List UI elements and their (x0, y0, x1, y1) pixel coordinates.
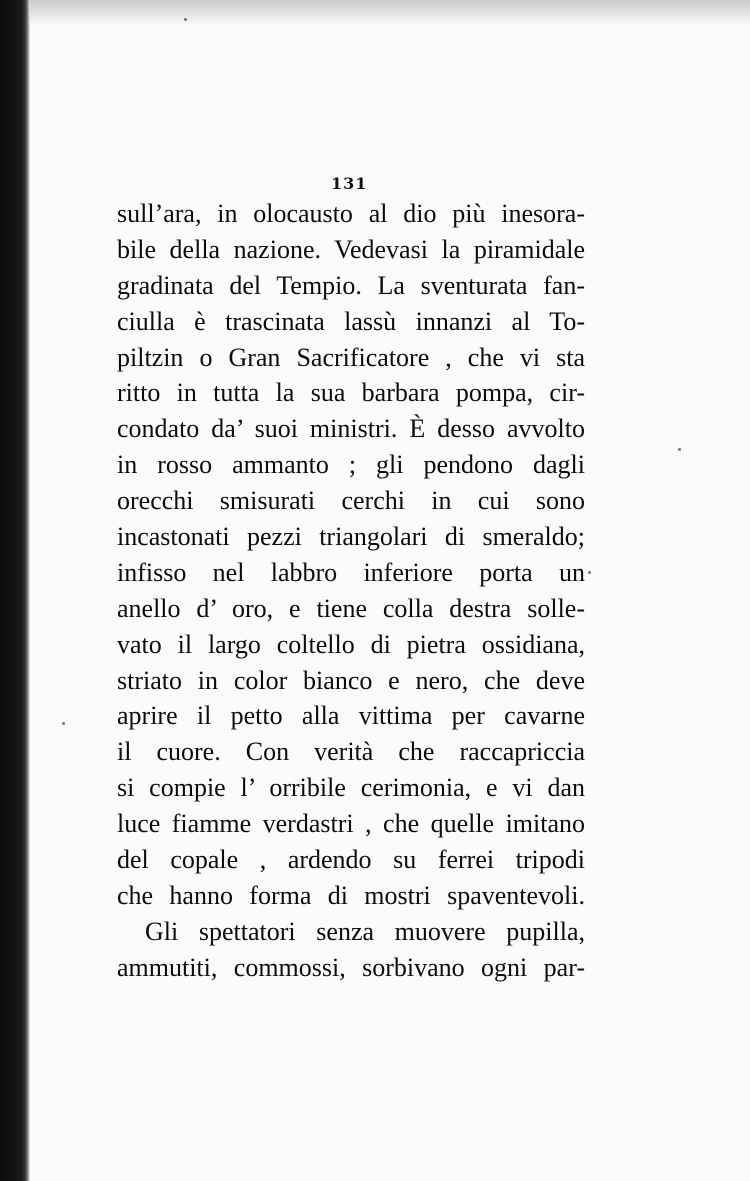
text-line: Gli spettatori senza muovere pupilla, (145, 916, 585, 946)
paper-speck (62, 722, 65, 725)
text-line: bile della nazione. Vedevasi la piramidale (117, 234, 585, 264)
text-line: vato il largo coltello di pietra ossidiana, (117, 629, 585, 659)
paper-speck (678, 448, 681, 451)
paper-speck (588, 571, 591, 574)
text-line: gradinata del Tempio. La sventurata fan- (117, 270, 585, 300)
text-line: orecchi smisurati cerchi in cui sono (117, 486, 585, 516)
text-line: ciulla è trascinata lassù innanzi al To- (117, 306, 585, 336)
page-number: 131 (331, 174, 368, 193)
scan-top-shadow (30, 0, 750, 26)
book-spine-shadow (0, 0, 30, 1181)
text-line: luce fiamme verdastri , che quelle imitano (117, 809, 585, 839)
text-line: anello d’ oro, e tiene colla destra solle- (117, 593, 585, 623)
text-line: striato in color bianco e nero, che deve (117, 665, 585, 695)
text-line: condato da’ suoi ministri. È desso avvolto (117, 414, 585, 444)
text-line: ritto in tutta la sua barbara pompa, cir- (117, 378, 585, 408)
paper-speck (184, 18, 187, 21)
text-line: incastonati pezzi triangolari di smeraldo; (117, 522, 585, 552)
text-line: il cuore. Con verità che raccapriccia (117, 737, 585, 767)
body-text (117, 196, 585, 986)
text-line: infisso nel labbro inferiore porta un (117, 557, 585, 587)
text-line: aprire il petto alla vittima per cavarne (117, 701, 585, 731)
text-line: ammutiti, commossi, sorbivano ogni par- (117, 952, 585, 982)
text-line: del copale , ardendo su ferrei tripodi (117, 845, 585, 875)
text-line: in rosso ammanto ; gli pendono dagli (117, 450, 585, 480)
text-line: piltzin o Gran Sacrificatore , che vi sta (117, 342, 585, 372)
text-line: sull’ara, in olocausto al dio più inesora- (117, 199, 585, 228)
text-line: si compie l’ orribile cerimonia, e vi dan (117, 773, 585, 803)
text-line: che hanno forma di mostri spaventevoli. (117, 880, 585, 910)
